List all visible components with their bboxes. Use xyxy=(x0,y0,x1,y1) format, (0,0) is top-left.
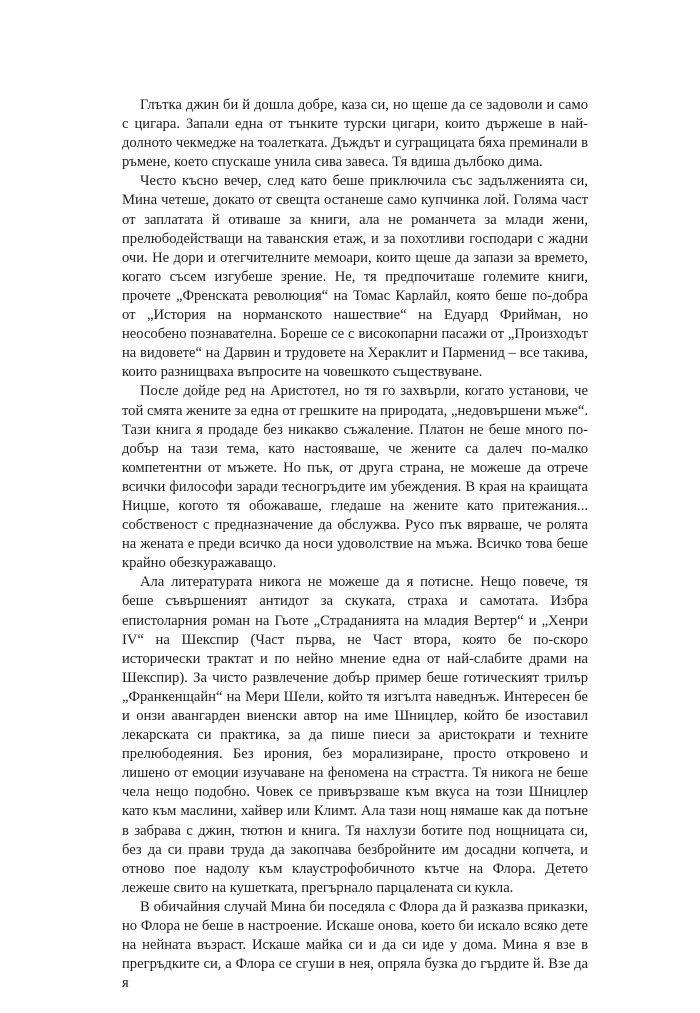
paragraph-2: Често късно вечер, след като беше приключила със задълженията си, Мина четеше, докато от свещта останеше само купчинка лой. Голяма част от заплатата й отиваше за книги, ала не романчета за млади жени, прелюбодействащи на таванския етаж, и за похотливи господари с жадни очи. Не дори и отегчителните мемоари, които щеше да запази за времето, когато съсем изгубеше зрение. Не, тя предпочиташе големите книги, прочете „Френската революция“ на Томас Карлайл, която беше по-добра от „История на норманското нашествие“ на Едуард Фрийман, но неособено познавателна. Бореше се с високопарни пасажи от „Произходът на видовете“ на Дарвин и трудовете на Хераклит и Парменид – все такива, които разнищваха въпросите на човешкото съществуване. xyxy=(122,173,588,381)
body-text xyxy=(122,96,588,993)
paragraph-1: Глътка джин би й дошла добре, каза си, но щеше да се задоволи и само с цигара. Запали една от тънките турски цигари, които държеше в най-долното чекмедже на тоалетката. Дъждът и сугращицата бяха преминали в ръмене, което спускаше унила сива завеса. Тя вдиша дълбоко дима. xyxy=(122,97,588,171)
paragraph-5: В обичайния случай Мина би поседяла с Флора да й разказва приказки, но Флора не беше в настроение. Искаше онова, което би искало всяко дете на нейната възраст. Искаше майка си и да си иде у дома. Мина я взе в прегръдките си, а Флора се сгуши в нея, опряла бузка до гърдите й. Взе да я xyxy=(122,898,588,992)
paragraph-4: Ала литературата никога не можеше да я потисне. Нещо повече, тя беше съвършеният антидот за скуката, страха и самотата. Избра епистоларния роман на Гьоте „Страданията на младия Вертер“ и „Хенри IV“ на Шекспир (Част първа, не Част втора, която бе по-скоро исторически трактат и по нейно мнение една от най-слабите драми на Шекспир). За чисто развлечение добър пример беше готическият трилър „Франкенщайн“ на Мери Шели, който тя изгълта наведнъж. Интересен бе и онзи авангарден виенски автор на име Шницлер, който бе изоставил лекарската си практика, за да пише пиеси за аристократи и техните прелюбодеяния. Без ирония, без морализиране, просто откровено и лишено от емоции изучаване на феномена на страстта. Тя никога не беше чела нещо подобно. Човек се привързваше към вкуса на този Шницлер като към маслини, хайвер или Климт. Ала тази нощ нямаше как да потъне в забрава с джин, тютюн и книга. Тя нахлузи ботите под нощницата си, без да си прави труда да закопчава безбройните им досадни копчета, и отново пое надолу към клаустрофобичното кътче на Флора. Детето лежеше свито на кушетката, прегърнало парцалената си кукла. xyxy=(122,574,588,896)
paragraph-3: После дойде ред на Аристотел, но тя го захвърли, когато установи, че той смята жените за една от грешките на природата, „недовършени мъже“. Тази книга я продаде без никакво съжаление. Платон не беше много по-добър на тази тема, като настояваше, че жените са далеч по-малко компетентни от мъжете. Но пък, от друга страна, не можеше да отрече всички философи заради тесногръдите им убеждения. В края на краищата Ницше, когото тя обожаваше, гледаше на жените като притежания... собственост с предназначение да обслужва. Русо пък вярваше, че ролята на жената е преди всичко да носи удоволствие на мъжа. Всичко това беше крайно обезкуражаващо. xyxy=(122,383,588,572)
